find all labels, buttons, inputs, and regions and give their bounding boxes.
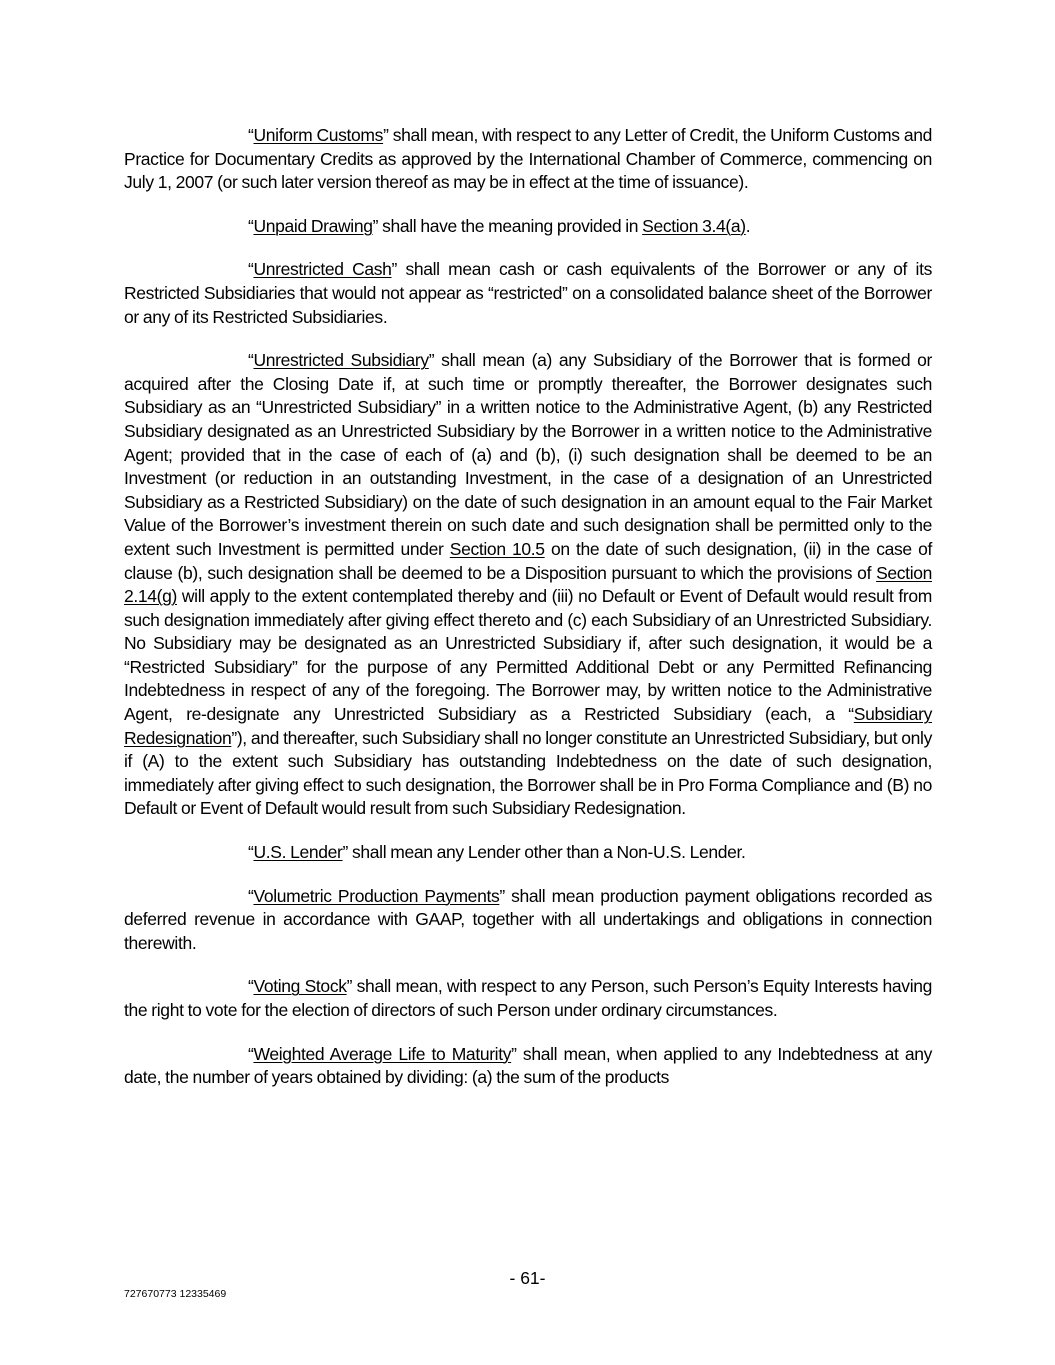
definition-weighted-average-life [124,1043,932,1090]
definition-unrestricted-subsidiary [124,349,932,821]
open-quote: “ [248,350,254,371]
section-reference-10-5: Section 10.5 [449,538,545,559]
document-id: 727670773 12335469 [124,1288,227,1300]
defined-term: Unrestricted Subsidiary [253,350,429,371]
definition-text-part-3: will apply to the extent contemplated thereby and (iii) no Default or Event of Default would result from such designation immediately after giving effect thereto and (c) each Subsidiary of an Unrestricted Subsidiary. No Subsidiary may be designated as an Unrestricted Subsidiary if, after such designation, it would be a “Restricted Subsidiary” for the purpose of any Permitted Additional Debt or any Permitted Refinancing Indebtedness in respect of any of the foregoing. The Borrower may, by written notice to the Administrative Agent, re-designate any Unrestricted Subsidiary as a Restricted Subsidiary (each, a “ [124,586,932,725]
definition-uniform-customs [124,124,932,195]
definition-text: ” shall mean, when applied to any Indebtedness at any date, the number of years obtained by dividing: (a) the sum of the products [124,1043,932,1088]
open-quote: “ [248,842,254,863]
open-quote: “ [248,215,254,236]
defined-term: Uniform Customs [253,125,384,145]
definition-text: ” shall have the meaning provided in [372,215,643,236]
definition-voting-stock [124,975,932,1022]
defined-term: Weighted Average Life to Maturity [253,1043,512,1064]
definition-text-part-2: on the date of such designation, (ii) in the case of clause (b), such designation shall be deemed to be a Disposition pursuant to which the provisions of [124,538,932,583]
definition-volumetric-production-payments [124,885,932,956]
open-quote: “ [248,976,254,997]
section-reference-2-14-g: Section 2.14(g) [124,562,932,607]
definition-unrestricted-cash [124,258,932,329]
definition-text: ” shall mean any Lender other than a Non-U.S. Lender. [342,842,746,863]
defined-term: Unrestricted Cash [253,259,392,280]
definition-text: ” shall mean, with respect to any Person, such Person’s Equity Interests having the right to vote for the election of directors of such Person under ordinary circumstances. [124,976,932,1020]
definition-text: ” shall mean cash or cash equivalents of the Borrower or any of its Restricted Subsidiaries that would not appear as “restricted” on a consolidated balance sheet of the Borrower or any of its Restricted Subsidiaries. [124,259,932,327]
definition-text: ” shall mean, with respect to any Letter of Credit, the Uniform Customs and Practice for Documentary Credits as approved by the International Chamber of Commerce, commencing on July 1, 2007 (or such later version thereof as may be in effect at the time of issuance). [124,125,932,193]
definition-us-lender [124,841,932,865]
open-quote: “ [248,1043,254,1064]
open-quote: “ [248,885,254,906]
defined-term-subsidiary-redesignation: Subsidiary Redesignation [124,704,932,748]
open-quote: “ [248,125,254,145]
definition-text-part-4: ”), and thereafter, such Subsidiary shall no longer constitute an Unrestricted Subsidiary, but only if (A) to the extent such Subsidiary has outstanding Indebtedness on the date of such designation, immediately after giving effect to such designation, the Borrower shall be in Pro Forma Compliance and (B) no Default or Event of Default would result from such Subsidiary Redesignation. [124,727,932,819]
open-quote: “ [248,259,254,280]
defined-term: U.S. Lender [253,842,343,863]
definition-text: ” shall mean production payment obligations recorded as deferred revenue in accordance with GAAP, together with all undertakings and obligations in connection therewith. [124,885,932,953]
defined-term: Volumetric Production Payments [253,885,500,906]
section-reference: Section 3.4(a) [642,215,746,236]
document-body [124,124,932,1110]
definition-text-part-1: ” shall mean (a) any Subsidiary of the Borrower that is formed or acquired after the Closing Date if, at such time or promptly thereafter, the Borrower designates such Subsidiary as an “Unrestricted Subsidiary” in a written notice to the Administrative Agent, (b) any Restricted Subsidiary designated as an Unrestricted Subsidiary by the Borrower in a written notice to the Administrative Agent; provided that in the case of each of (a) and (b), (i) such designation shall be deemed to be an Investment (or reduction in an outstanding Investment, in the case of a designation of an Unrestricted Subsidiary as a Restricted Subsidiary) on the date of such designation in an amount equal to the Fair Market Value of the Borrower’s investment therein on such date and such designation shall be permitted only to the extent such Investment is permitted under [124,350,932,559]
defined-term: Unpaid Drawing [253,215,373,236]
defined-term: Voting Stock [253,976,347,997]
page-number: - 61- [509,1268,546,1288]
definition-unpaid-drawing [124,215,932,239]
definition-text-end: . [745,215,751,236]
